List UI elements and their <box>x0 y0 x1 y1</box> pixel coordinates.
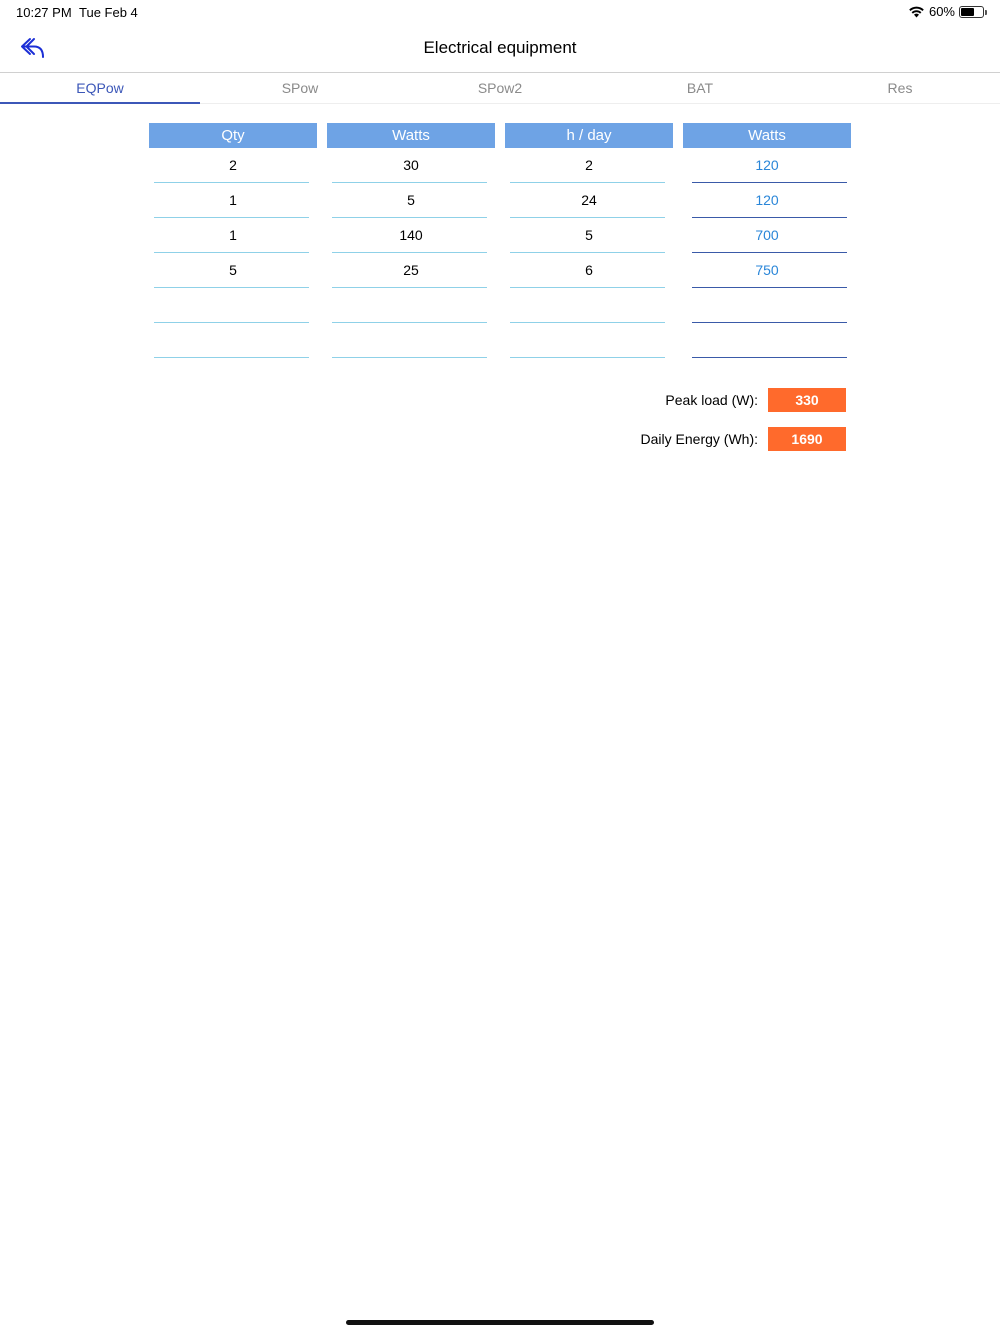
peak-load-value: 330 <box>768 388 846 412</box>
header-qty: Qty <box>149 123 317 148</box>
qty-field[interactable] <box>149 288 317 323</box>
qty-field[interactable]: 1 <box>149 218 317 253</box>
hours-field[interactable]: 2 <box>505 148 673 183</box>
equipment-table <box>149 123 851 358</box>
peak-load-row <box>560 388 846 412</box>
status-date: Tue Feb 4 <box>79 5 138 20</box>
header-watts: Watts <box>327 123 495 148</box>
daily-energy-row <box>560 427 846 451</box>
tab-spow2[interactable]: SPow2 <box>477 80 523 96</box>
table-row <box>149 218 851 253</box>
table-row <box>149 288 851 323</box>
peak-load-label: Peak load (W): <box>665 392 758 408</box>
table-row <box>149 323 851 358</box>
result-watts <box>683 323 851 358</box>
status-time: 10:27 PM <box>16 5 72 20</box>
page-title: Electrical equipment <box>423 38 577 57</box>
hours-field[interactable]: 24 <box>505 183 673 218</box>
result-watts: 750 <box>683 253 851 288</box>
watts-field[interactable] <box>327 288 495 323</box>
result-watts: 120 <box>683 183 851 218</box>
battery-percent: 60% <box>928 4 955 19</box>
qty-field[interactable]: 1 <box>149 183 317 218</box>
table-row <box>149 183 851 218</box>
result-watts: 700 <box>683 218 851 253</box>
tab-spow[interactable]: SPow <box>281 80 319 96</box>
watts-field[interactable]: 25 <box>327 253 495 288</box>
watts-field[interactable] <box>327 323 495 358</box>
tab-bat[interactable]: BAT <box>686 80 714 96</box>
header-hours-per-day: h / day <box>505 123 673 148</box>
result-watts: 120 <box>683 148 851 183</box>
watts-field[interactable]: 140 <box>327 218 495 253</box>
table-header <box>149 123 851 148</box>
tab-eqpow[interactable]: EQPow <box>0 73 200 104</box>
table-row <box>149 148 851 183</box>
result-watts <box>683 288 851 323</box>
daily-energy-value: 1690 <box>768 427 846 451</box>
hours-field[interactable] <box>505 288 673 323</box>
tab-res[interactable]: Res <box>887 80 913 96</box>
hours-field[interactable] <box>505 323 673 358</box>
summary-panel <box>560 388 846 466</box>
hours-field[interactable]: 5 <box>505 218 673 253</box>
wifi-icon <box>908 5 925 18</box>
daily-energy-label: Daily Energy (Wh): <box>640 431 758 447</box>
table-row <box>149 253 851 288</box>
home-indicator[interactable] <box>346 1320 654 1325</box>
qty-field[interactable]: 2 <box>149 148 317 183</box>
hours-field[interactable]: 6 <box>505 253 673 288</box>
nav-bar <box>0 24 1000 72</box>
watts-field[interactable]: 30 <box>327 148 495 183</box>
status-bar <box>0 0 1000 24</box>
qty-field[interactable] <box>149 323 317 358</box>
tab-bar <box>0 72 1000 104</box>
watts-field[interactable]: 5 <box>327 183 495 218</box>
battery-icon <box>959 6 984 18</box>
status-right <box>908 4 984 19</box>
qty-field[interactable]: 5 <box>149 253 317 288</box>
header-total-watts: Watts <box>683 123 851 148</box>
battery-fill <box>961 8 974 16</box>
